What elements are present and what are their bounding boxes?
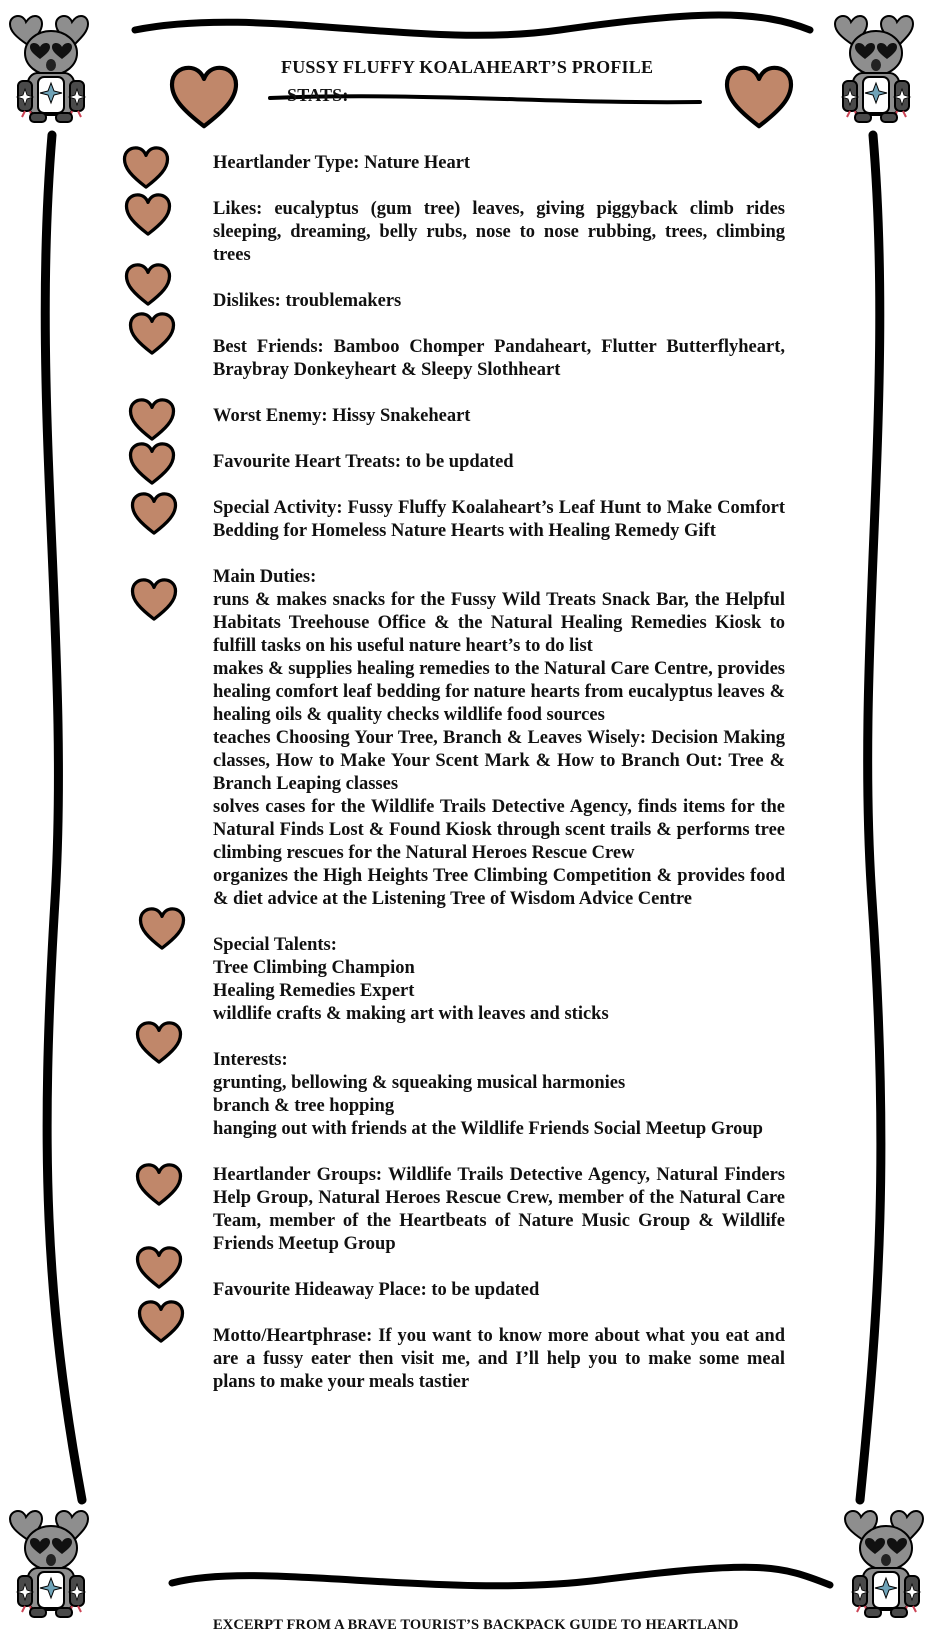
heartlander-groups: Heartlander Groups: Wildlife Trails Detective Agency, Natural Finders Help Group, Natural Heroes Rescue Crew, member of the Natural Care Team, member of the Heartbeats of Nature Music Group & Wildlife Friends Meetup Group: [213, 1165, 785, 1254]
heart-icon: [120, 146, 172, 193]
special-talents: [213, 934, 785, 1026]
heart-icon: [133, 1246, 185, 1293]
heart-icon: [126, 398, 178, 445]
heart-icon: [122, 193, 174, 240]
dislikes: Dislikes: troublemakers: [213, 291, 402, 311]
interests-heading: Interests:: [213, 1050, 288, 1070]
duty-item: solves cases for the Wildlife Trails Detective Agency, finds items for the Natural Finds Lost & Found Kiosk through scent trails & performs tree climbing rescues for the Natural Heroes Rescue Crew: [213, 797, 785, 863]
likes: Likes: eucalyptus (gum tree) leaves, giving piggyback climb rides sleeping, dreaming, belly rubs, nose to nose rubbing, trees, climbing trees: [213, 199, 785, 265]
duty-item: runs & makes snacks for the Fussy Wild Treats Snack Bar, the Helpful Habitats Treehouse Office & the Natural Healing Remedies Kiosk to fulfill tasks on his useful nature heart’s to do list: [213, 590, 785, 656]
heart-icon: [126, 312, 178, 359]
main-duties-heading: Main Duties:: [213, 567, 317, 587]
heart-icon: [136, 907, 188, 954]
profile-stats: [213, 152, 785, 1417]
interests: [213, 1049, 785, 1141]
heartlander-type: Heartlander Type: Nature Heart: [213, 153, 471, 173]
heart-icon: [128, 492, 180, 539]
interest-item: hanging out with friends at the Wildlife Friends Social Meetup Group: [213, 1119, 763, 1139]
stats-label: STATS:: [287, 85, 349, 105]
worst-enemy: Worst Enemy: Hissy Snakeheart: [213, 406, 471, 426]
favourite-hideaway: Favourite Hideaway Place: to be updated: [213, 1280, 540, 1300]
talent-item: Healing Remedies Expert: [213, 981, 415, 1001]
duty-item: organizes the High Heights Tree Climbing Competition & provides food & diet advice at the Listening Tree of Wisdom Advice Centre: [213, 866, 785, 909]
talents-heading: Special Talents:: [213, 935, 337, 955]
best-friends: Best Friends: Bamboo Chomper Pandaheart, Flutter Butterflyheart, Braybray Donkeyheart & Sleepy Slothheart: [213, 337, 785, 380]
talent-item: Tree Climbing Champion: [213, 958, 415, 978]
favourite-treats: Favourite Heart Treats: to be updated: [213, 452, 514, 472]
profile-title: FUSSY FLUFFY KOALAHEART’S PROFILE: [281, 57, 654, 77]
interest-item: branch & tree hopping: [213, 1096, 395, 1116]
main-duties: [213, 566, 785, 911]
footer-caption: EXCERPT FROM A BRAVE TOURIST’S BACKPACK GUIDE TO HEARTLAND: [213, 1617, 739, 1633]
koala-mascot-top-left: [8, 15, 94, 129]
heart-icon: [135, 1300, 187, 1347]
talent-item: wildlife crafts & making art with leaves and sticks: [213, 1004, 609, 1024]
koala-mascot-bottom-left: [8, 1510, 94, 1624]
heart-icon: [128, 578, 180, 625]
heart-icon: [133, 1021, 185, 1068]
heart-icon-header-right: [720, 65, 798, 133]
special-activity: Special Activity: Fussy Fluffy Koalaheart’s Leaf Hunt to Make Comfort Bedding for Homeless Nature Hearts with Healing Remedy Gift: [213, 498, 785, 541]
motto: Motto/Heartphrase: If you want to know more about what you eat and are a fussy eater then visit me, and I’ll help you to make some meal plans to make your meals tastier: [213, 1326, 785, 1392]
heart-icon-header-left: [165, 65, 243, 133]
koala-mascot-top-right: [833, 15, 919, 129]
heart-icon: [126, 442, 178, 489]
heart-icon: [122, 263, 174, 310]
koala-mascot-bottom-right: [843, 1510, 929, 1624]
interest-item: grunting, bellowing & squeaking musical harmonies: [213, 1073, 626, 1093]
duty-item: teaches Choosing Your Tree, Branch & Leaves Wisely: Decision Making classes, How to Make Your Scent Mark & How to Branch Out: Tree & Branch Leaping classes: [213, 728, 785, 794]
heart-icon: [133, 1163, 185, 1210]
duty-item: makes & supplies healing remedies to the Natural Care Centre, provides healing comfort leaf bedding for nature hearts from eucalyptus leaves & healing oils & quality checks wildlife food sources: [213, 659, 785, 725]
